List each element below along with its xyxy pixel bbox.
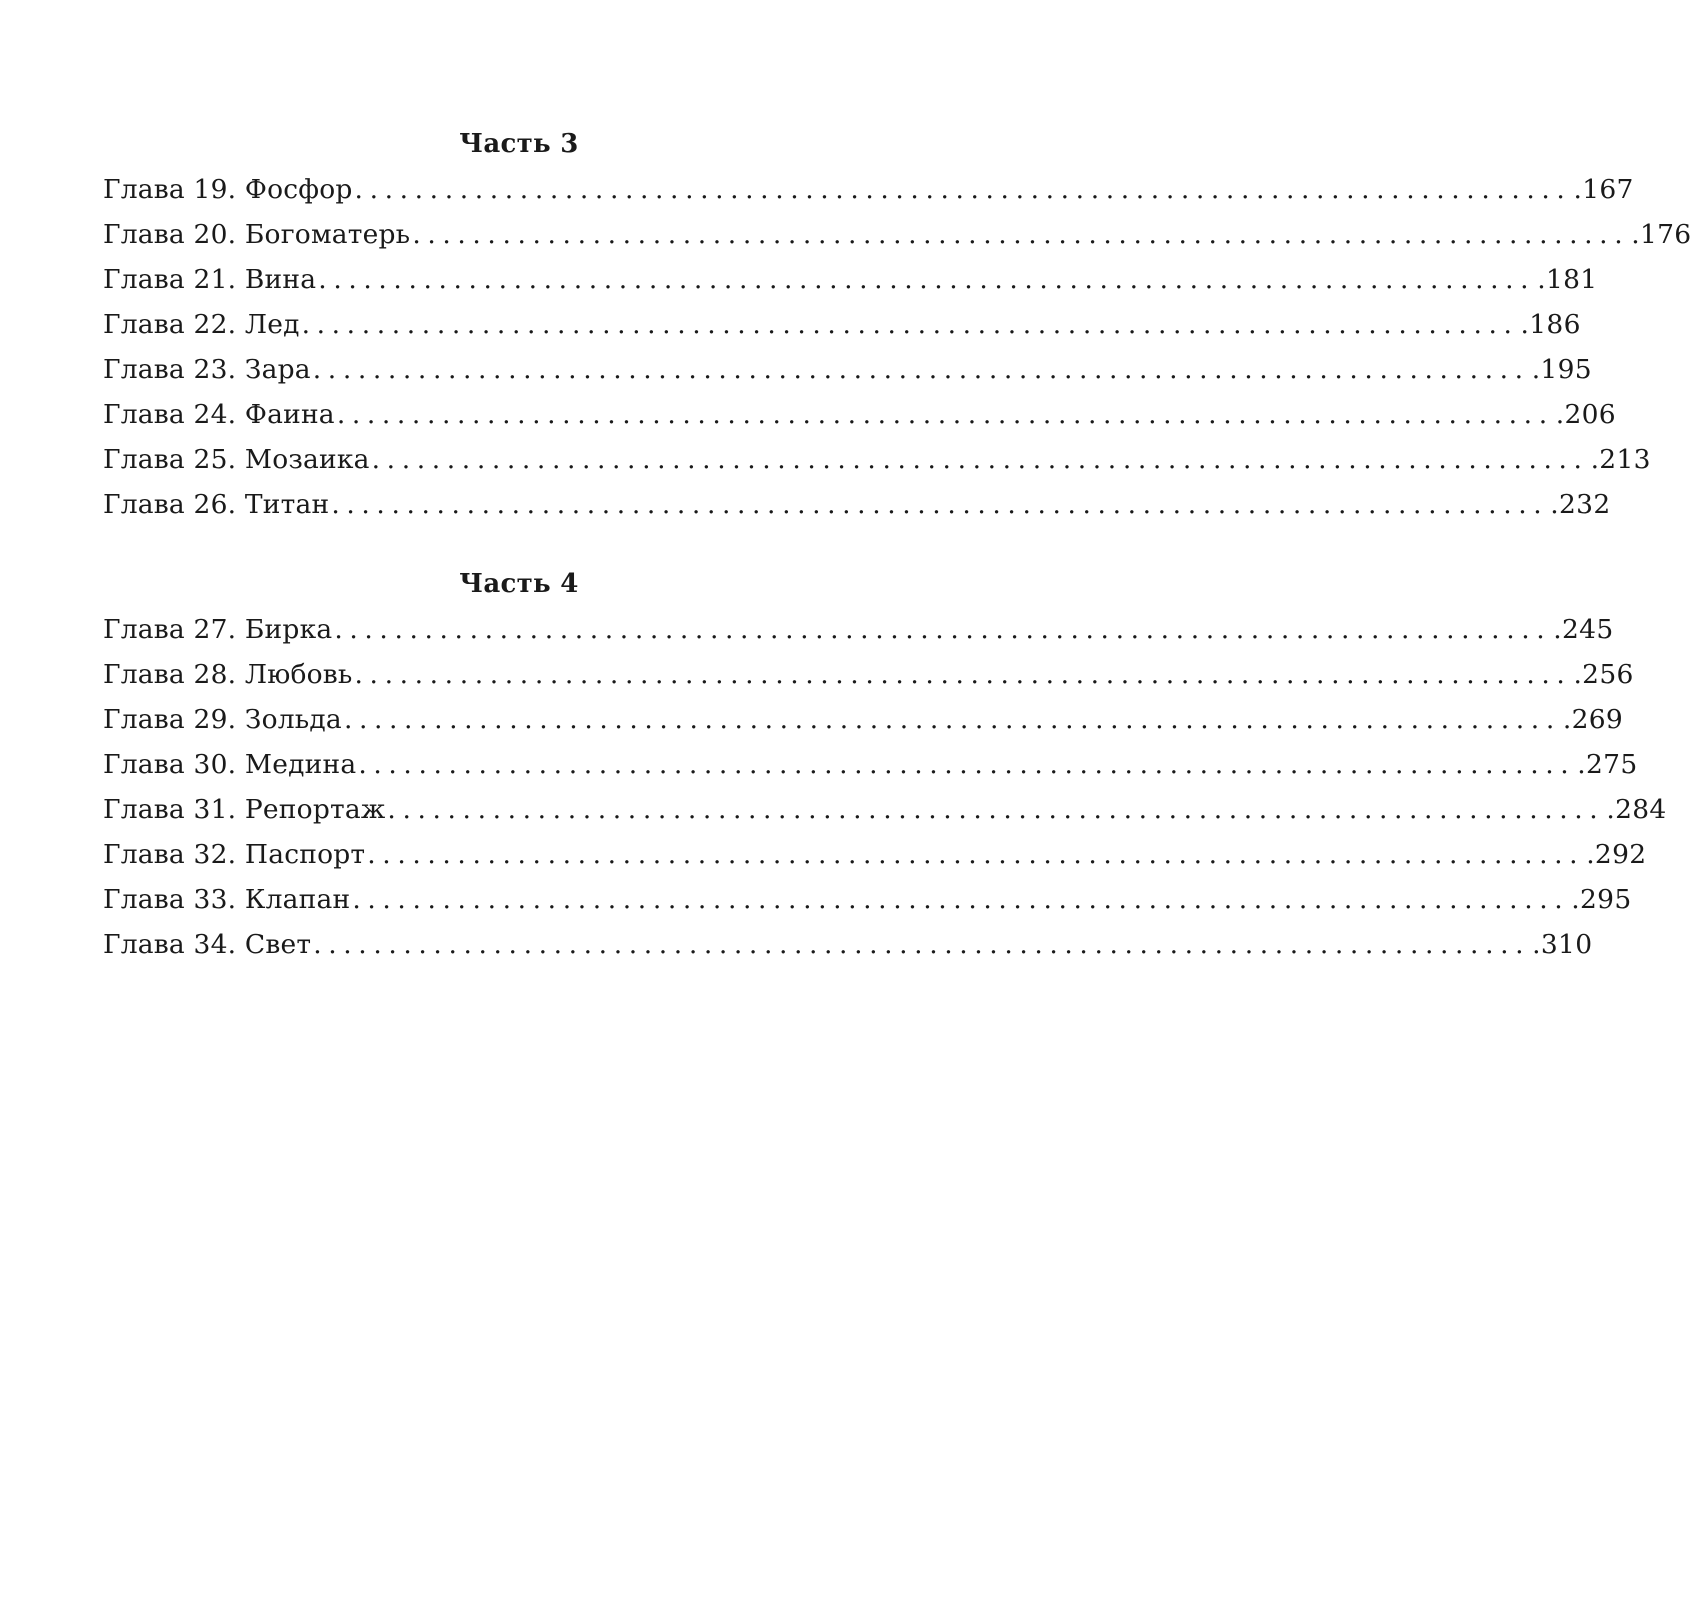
toc-entry[interactable]	[103, 652, 1634, 697]
chapter-title: Глава 26. Титан	[103, 489, 330, 520]
chapter-title: Глава 29. Зольда	[103, 704, 342, 735]
dot-leader: .................................................................................	[352, 884, 1570, 915]
page-number: .167	[1573, 174, 1634, 205]
chapter-title: Глава 20. Богоматерь	[103, 219, 411, 250]
toc-entry[interactable]	[103, 167, 1634, 212]
page-number: .206	[1555, 399, 1616, 430]
page-number: .245	[1553, 614, 1614, 645]
page-number: .186	[1520, 309, 1581, 340]
toc-entry[interactable]	[103, 877, 1632, 922]
dot-leader: .................................................................................	[318, 264, 1536, 295]
dot-leader: .................................................................................	[412, 219, 1630, 250]
chapter-title: Глава 21. Вина	[103, 264, 317, 295]
toc-entry[interactable]	[103, 742, 1638, 787]
page-number: .256	[1573, 659, 1634, 690]
dot-leader: .................................................................................	[387, 794, 1605, 825]
dot-leader: .................................................................................	[354, 174, 1572, 205]
page-number: .292	[1586, 839, 1647, 870]
page-number: .232	[1550, 489, 1611, 520]
page-number: .284	[1606, 794, 1667, 825]
toc-entry[interactable]	[103, 607, 1614, 652]
page-number: .310	[1532, 929, 1593, 960]
chapter-title: Глава 23. Зара	[103, 354, 311, 385]
page-number: .195	[1531, 354, 1592, 385]
toc-section-part-4	[103, 562, 1667, 967]
chapter-title: Глава 34. Свет	[103, 929, 312, 960]
toc-entry[interactable]	[103, 787, 1667, 832]
chapter-title: Глава 27. Бирка	[103, 614, 333, 645]
page-number: .213	[1590, 444, 1651, 475]
chapter-title: Глава 31. Репортаж	[103, 794, 386, 825]
chapter-title: Глава 19. Фосфор	[103, 174, 353, 205]
dot-leader: .................................................................................	[371, 444, 1589, 475]
toc-entry[interactable]	[103, 302, 1581, 347]
toc-entry[interactable]	[103, 482, 1611, 527]
page-number: .269	[1562, 704, 1624, 735]
chapter-title: Глава 33. Клапан	[103, 884, 351, 915]
toc-list	[103, 167, 1691, 527]
dot-leader: .................................................................................	[313, 929, 1531, 960]
toc-entry[interactable]	[103, 212, 1691, 257]
chapter-title: Глава 30. Медина	[103, 749, 357, 780]
dot-leader: .................................................................................	[312, 354, 1530, 385]
toc-entry[interactable]	[103, 392, 1616, 437]
toc-entry[interactable]	[103, 257, 1598, 302]
page-number: .295	[1571, 884, 1632, 915]
dot-leader: .................................................................................	[358, 749, 1576, 780]
dot-leader: .................................................................................	[354, 659, 1572, 690]
dot-leader: .................................................................................	[301, 309, 1519, 340]
part-title: Часть 4	[459, 569, 579, 599]
dot-leader: .................................................................................	[331, 489, 1549, 520]
page-number: .181	[1537, 264, 1598, 295]
toc-list	[103, 607, 1667, 967]
part-title: Часть 3	[459, 129, 579, 159]
page-number: .275	[1577, 749, 1638, 780]
toc-entry[interactable]	[103, 347, 1592, 392]
toc-section-part-3	[103, 122, 1691, 527]
toc-entry[interactable]	[103, 922, 1593, 967]
chapter-title: Глава 24. Фаина	[103, 399, 335, 430]
chapter-title: Глава 28. Любовь	[103, 659, 353, 690]
dot-leader: .................................................................................	[336, 399, 1554, 430]
page-number: .176	[1631, 219, 1691, 250]
toc-entry[interactable]	[103, 697, 1624, 742]
chapter-title: Глава 32. Паспорт	[103, 839, 366, 870]
toc-entry[interactable]	[103, 832, 1647, 877]
chapter-title: Глава 22. Лед	[103, 309, 300, 340]
dot-leader: .................................................................................	[343, 704, 1561, 735]
toc-entry[interactable]	[103, 437, 1651, 482]
chapter-title: Глава 25. Мозаика	[103, 444, 370, 475]
dot-leader: .................................................................................	[334, 614, 1552, 645]
dot-leader: .................................................................................	[367, 839, 1585, 870]
